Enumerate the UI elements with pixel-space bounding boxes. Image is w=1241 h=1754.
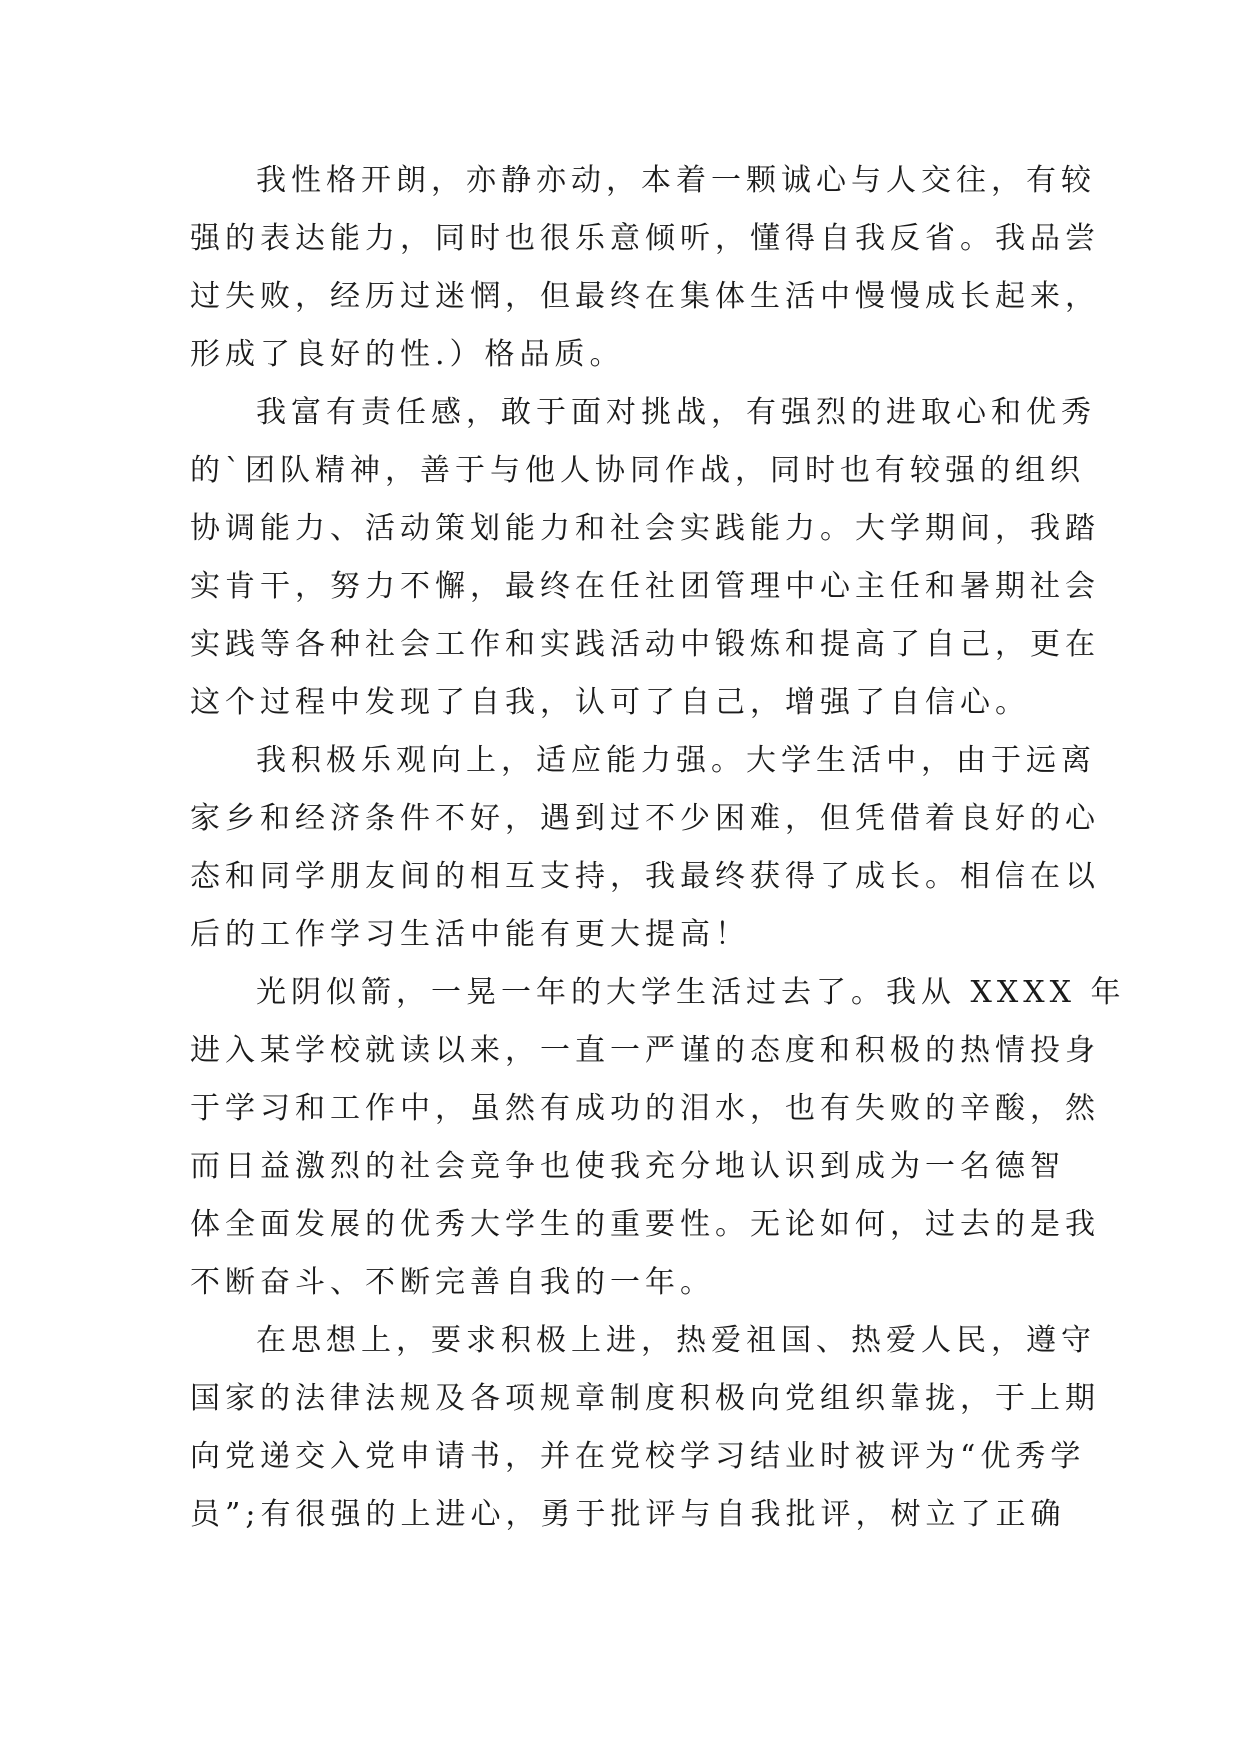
paragraph-line: 我富有责任感，敢于面对挑战，有强烈的进取心和优秀	[256, 395, 1096, 430]
paragraph-line: 进入某学校就读以来，一直一严谨的态度和积极的热情投身	[190, 1033, 1100, 1068]
paragraph-line: 于学习和工作中，虽然有成功的泪水，也有失败的辛酸，然	[190, 1091, 1100, 1126]
paragraph-line: 形成了良好的性.）格品质。	[190, 337, 625, 372]
paragraph-line: 态和同学朋友间的相互支持，我最终获得了成长。相信在以	[190, 859, 1100, 894]
paragraph-line: 过失败，经历过迷惘，但最终在集体生活中慢慢成长起来，	[190, 279, 1100, 314]
paragraph-line: 员”;有很强的上进心，勇于批评与自我批评，树立了正确	[190, 1497, 1066, 1532]
paragraph-line: 向党递交入党申请书，并在党校学习结业时被评为“优秀学	[190, 1439, 1086, 1474]
paragraph-line: 体全面发展的优秀大学生的重要性。无论如何，过去的是我	[190, 1207, 1100, 1242]
paragraph-line: 而日益激烈的社会竞争也使我充分地认识到成为一名德智	[190, 1149, 1065, 1184]
paragraph-line: 实肯干，努力不懈，最终在任社团管理中心主任和暑期社会	[190, 569, 1100, 604]
paragraph-line: 协调能力、活动策划能力和社会实践能力。大学期间，我踏	[190, 511, 1100, 546]
paragraph-line: 不断奋斗、不断完善自我的一年。	[190, 1265, 715, 1300]
document-body	[190, 152, 1126, 1544]
paragraph-line: 后的工作学习生活中能有更大提高！	[190, 917, 750, 952]
paragraph-line: 我积极乐观向上，适应能力强。大学生活中，由于远离	[256, 743, 1096, 778]
paragraph-line: 这个过程中发现了自我，认可了自己，增强了自信心。	[190, 685, 1030, 720]
paragraph-line: 实践等各种社会工作和实践活动中锻炼和提高了自己，更在	[190, 627, 1100, 662]
paragraph-line: 我性格开朗，亦静亦动，本着一颗诚心与人交往，有较	[256, 163, 1096, 198]
paragraph-line: 光阴似箭，一晃一年的大学生活过去了。我从 XXXX 年	[256, 975, 1126, 1010]
paragraph-line: 的`团队精神，善于与他人协同作战，同时也有较强的组织	[190, 453, 1085, 488]
paragraph-personality	[190, 152, 1100, 384]
paragraph-line: 国家的法律法规及各项规章制度积极向党组织靠拢，于上期	[190, 1381, 1100, 1416]
paragraph-responsibility	[190, 384, 1100, 732]
paragraph-ideology	[190, 1312, 1100, 1544]
paragraph-line: 在思想上，要求积极上进，热爱祖国、热爱人民，遵守	[256, 1323, 1096, 1358]
paragraph-optimism	[190, 732, 1100, 964]
paragraph-line: 家乡和经济条件不好，遇到过不少困难，但凭借着良好的心	[190, 801, 1100, 836]
paragraph-college-year	[190, 964, 1126, 1312]
paragraph-line: 强的表达能力，同时也很乐意倾听，懂得自我反省。我品尝	[190, 221, 1100, 256]
